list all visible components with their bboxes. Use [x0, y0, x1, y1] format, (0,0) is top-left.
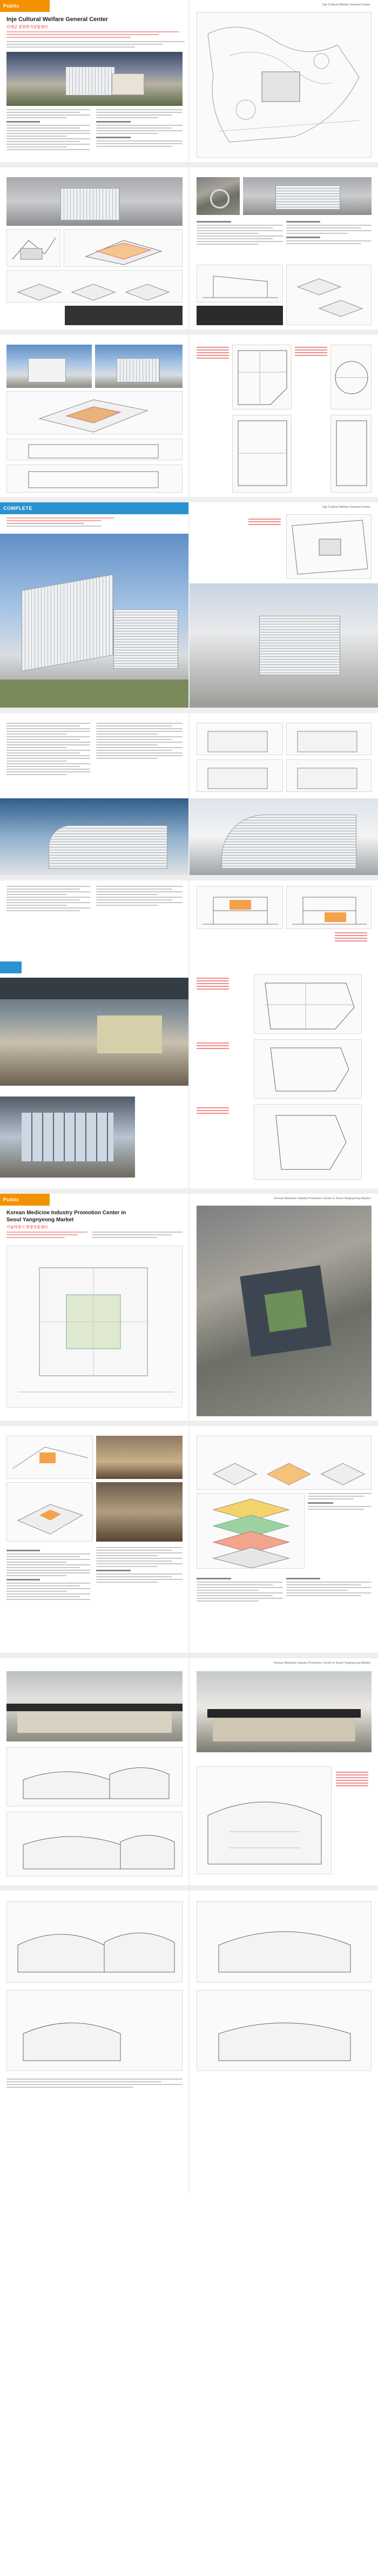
floor-plan-7	[254, 1104, 362, 1180]
hanok-elevation-1	[6, 1747, 183, 1806]
context-map	[6, 1436, 93, 1479]
hanok-section	[197, 1766, 332, 1874]
concept-diagram-1	[6, 229, 60, 267]
page-21	[0, 1891, 189, 2193]
design-text-right	[96, 1547, 183, 1644]
aerial-photo	[197, 177, 240, 215]
market-street-photos	[96, 1482, 183, 1542]
section-legend-2	[336, 1772, 368, 1788]
hanok-elevation-3	[6, 1901, 183, 1982]
essay-col-1	[6, 723, 90, 793]
page-11	[0, 880, 189, 961]
page-17	[0, 1426, 189, 1653]
section-label: Public	[0, 0, 50, 12]
design-text-4	[286, 1575, 372, 1645]
floor-plan-1	[232, 345, 292, 409]
page-7	[0, 502, 189, 708]
project-subtitle-2: 서울약령시 한방진흥센터	[6, 1226, 48, 1229]
complete-label: COMPLETE	[0, 502, 50, 514]
hanok-exterior-render	[197, 1671, 372, 1752]
page-12	[189, 880, 378, 961]
building-detail-photo	[0, 798, 189, 875]
floor-plan-3	[232, 415, 292, 493]
section-diagram	[197, 265, 283, 302]
exterior-render-b	[95, 345, 183, 388]
exterior-render-2	[243, 177, 372, 215]
running-head: Inje Cultural Welfare General Center	[322, 3, 370, 6]
running-head-4: Korean Medicine Industry Promotion Center in Seoul Yangnyeong Market	[274, 1662, 370, 1665]
model-photos	[65, 306, 183, 325]
elevation-1	[6, 439, 183, 460]
section-legend	[335, 932, 367, 943]
page-4	[189, 167, 378, 329]
plan-legend-2	[197, 1042, 229, 1051]
body-text-right	[96, 109, 183, 158]
legend-list-1	[197, 347, 229, 360]
floor-plan-5	[254, 974, 362, 1034]
closing-text	[6, 2079, 183, 2181]
project-title-line-1: Korean Medicine Industry Promotion Center in	[6, 1210, 126, 1216]
body-text-left	[6, 109, 90, 158]
page-22	[189, 1891, 378, 2193]
page-9	[0, 713, 189, 875]
elevation-2	[6, 465, 183, 493]
aerial-site-photo	[197, 1206, 372, 1416]
elevation-south	[286, 723, 372, 755]
page-bottom-blank	[0, 2193, 378, 2576]
concept-text-left	[197, 218, 283, 261]
hanok-elevation-4	[6, 1990, 183, 2071]
model-photos-2	[197, 306, 283, 325]
spread-11	[0, 1891, 378, 2193]
page-20	[189, 1658, 378, 1885]
plan-legend-1	[197, 978, 229, 991]
plan-legend-3	[197, 1107, 229, 1115]
page-14	[189, 961, 378, 1188]
interior-lobby-photo	[0, 978, 189, 1086]
essay-col-2	[96, 723, 183, 793]
project-title: Inje Cultural Welfare General Center	[6, 16, 109, 23]
floor-plan-2	[330, 345, 372, 409]
hanok-elevation-2	[6, 1812, 183, 1876]
project-subtitle: 인제군 문화복지종합센터	[6, 25, 48, 29]
legend-list-2	[295, 347, 327, 358]
section-label-2: Public	[0, 1194, 50, 1206]
elevation-east	[197, 759, 283, 792]
site-plan-3	[6, 1246, 183, 1408]
section-a	[197, 886, 283, 929]
credits-block-2	[6, 1232, 87, 1242]
courtyard-render	[6, 1671, 183, 1741]
diagram-set	[286, 265, 372, 325]
page-6	[189, 335, 378, 497]
page-18	[189, 1426, 378, 1653]
spread-9	[0, 1426, 378, 1653]
design-text-left	[6, 1547, 90, 1644]
page-5	[0, 335, 189, 497]
page-3	[0, 167, 189, 329]
spread-2	[0, 167, 378, 329]
hanok-elevation-5	[197, 1901, 372, 1982]
page-16	[189, 1194, 378, 1421]
spread-3	[0, 335, 378, 497]
exterior-bw-render	[6, 177, 183, 226]
floor-plan-4	[330, 415, 372, 493]
axonometric-drawing	[6, 391, 183, 434]
page-13	[0, 961, 189, 1188]
design-text-3	[197, 1575, 283, 1645]
floor-plan-6	[254, 1039, 362, 1099]
elevation-west	[286, 759, 372, 792]
page-19	[0, 1658, 189, 1885]
spread-6	[0, 880, 378, 961]
project-title-line-2: Seoul Yangnyeong Market	[6, 1217, 74, 1223]
intro-text	[6, 41, 185, 50]
diagram-notes	[308, 1493, 372, 1569]
section-b	[286, 886, 372, 929]
market-photos	[96, 1436, 183, 1479]
concept-text-right	[286, 218, 372, 261]
page-15	[0, 1194, 189, 1421]
spread-4	[0, 502, 378, 708]
site-plan-2	[286, 514, 372, 579]
page-2	[189, 0, 378, 162]
completed-side-photo	[189, 583, 378, 708]
running-head-3: Korean Medicine Industry Promotion Center in Seoul Yangnyeong Market	[274, 1197, 370, 1200]
spread-8	[0, 1194, 378, 1421]
site-legend	[248, 519, 281, 527]
program-diagrams	[197, 1436, 372, 1490]
page-8	[189, 502, 378, 708]
completed-building-photo	[0, 534, 189, 708]
axonometric-site	[6, 1482, 93, 1542]
curved-facade-photo	[189, 798, 378, 875]
process-diagrams	[6, 270, 183, 302]
running-head-2: Inje Cultural Welfare General Center	[322, 506, 370, 509]
intro-text-2	[92, 1232, 183, 1242]
section-tag-small	[0, 961, 22, 973]
elevation-north	[197, 723, 283, 755]
massing-diagram	[64, 229, 183, 267]
interior-corridor-photo	[0, 1097, 135, 1178]
spread-7	[0, 961, 378, 1188]
site-plan-drawing	[197, 12, 372, 158]
spread-10	[0, 1658, 378, 1885]
essay-col-4	[96, 886, 183, 956]
spread-5	[0, 713, 378, 875]
essay-col-3	[6, 886, 90, 956]
exterior-night-render	[6, 52, 183, 106]
page-1	[0, 0, 189, 162]
exterior-render-a	[6, 345, 92, 388]
spread-1	[0, 0, 378, 162]
complete-credits	[6, 517, 114, 532]
credits-block	[6, 31, 179, 39]
exploded-axonometric	[197, 1493, 305, 1569]
hanok-elevation-6	[197, 1990, 372, 2071]
page-10	[189, 713, 378, 875]
